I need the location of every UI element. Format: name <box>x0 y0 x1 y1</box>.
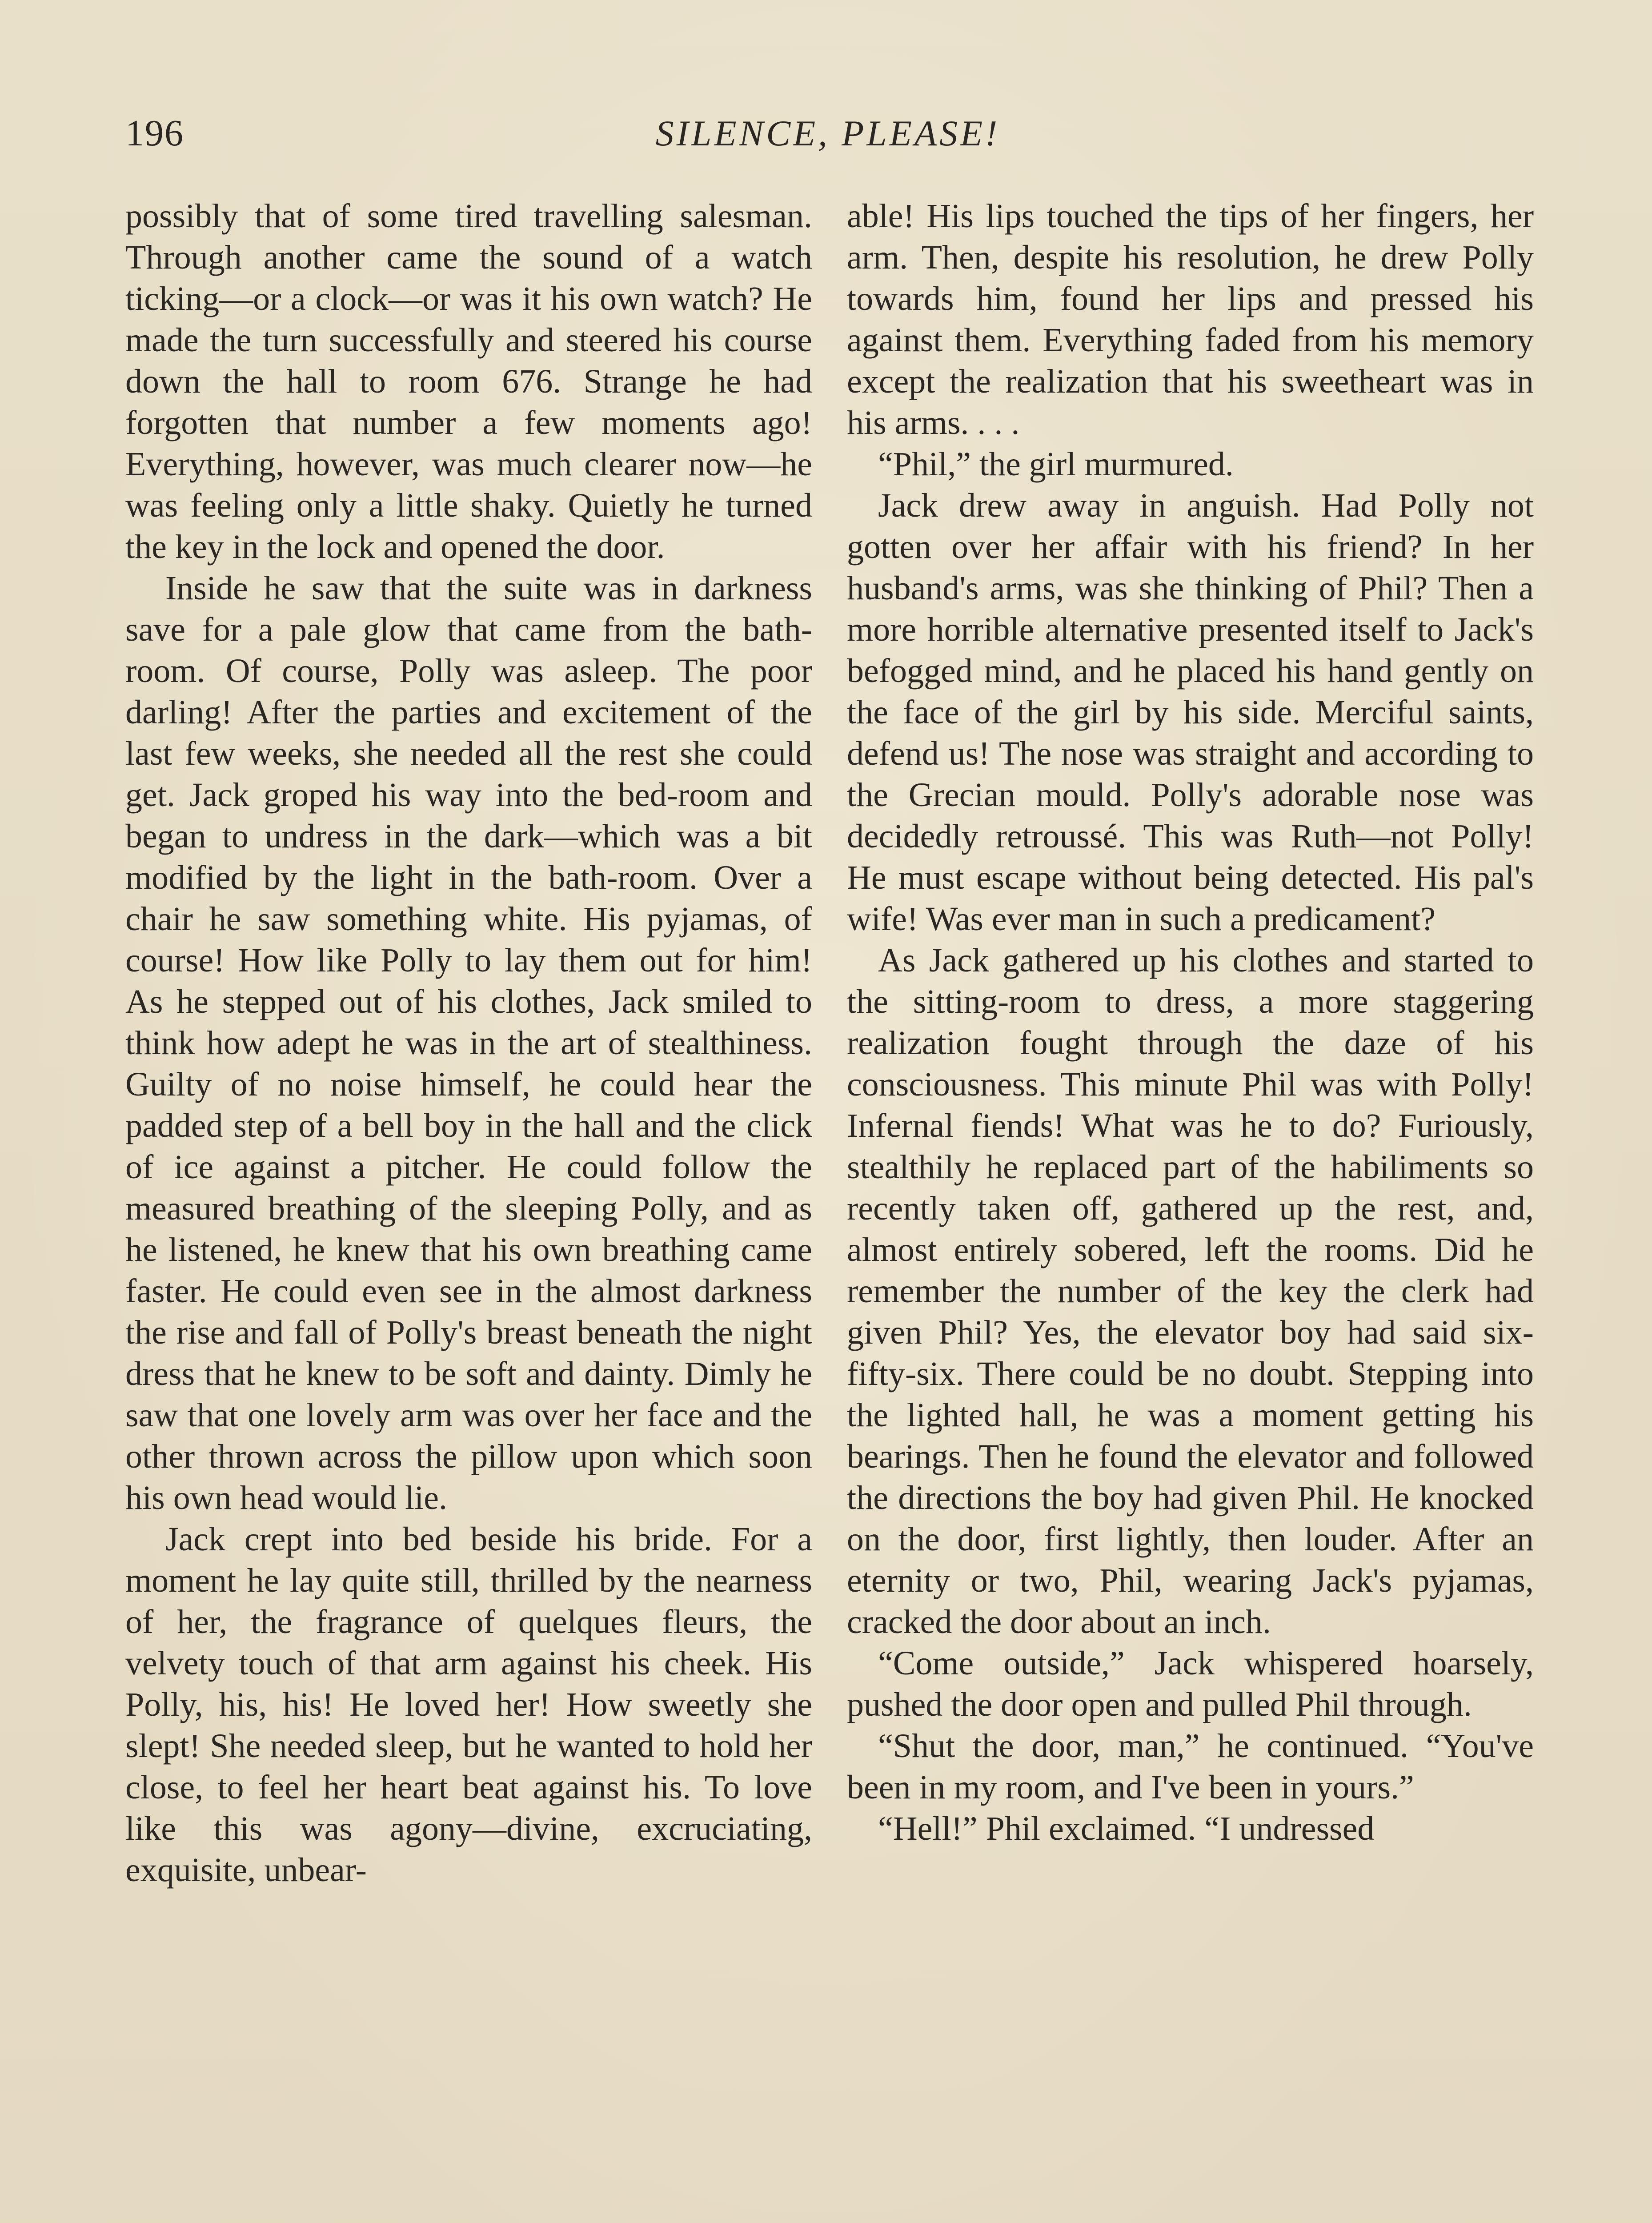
paragraph: “Phil,” the girl murmured. <box>878 445 1234 483</box>
paragraph: Inside he saw that the suite was in darkness save for a pale glow that came from the bath-room. Of course, Polly was asleep. The poor darling! After the parties and excitement of the last few weeks, she needed all the rest she could get. Jack groped his way into the bed-room and began to undress in the dark—which was a bit modified by the light in the bath-room. Over a chair he saw something white. His pyjamas, of course! How like Polly to lay them out for him! As he stepped out of his clothes, Jack smiled to think how adept he was in the art of stealthiness. Guilty of no noise himself, he could hear the padded step of a bell boy in the hall and the click of ice against a pitcher. He could follow the measured breathing of the sleeping Polly, and as he listened, he knew that his own breathing came faster. He could even see in the almost darkness the rise and fall of Polly's breast beneath the night dress that he knew to be soft and dainty. Dimly he saw that one lovely arm was over her face and the other thrown across the pillow upon which soon his own head would lie. <box>125 570 812 1517</box>
paragraph: “Shut the door, man,” he continued. “You've been in my room, and I've been in yours.” <box>847 1727 1534 1806</box>
paragraph: Jack crept into bed beside his bride. For a moment he lay quite still, thrilled by the nearness of her, the fragrance of quelques fleurs, the velvety touch of that arm against his cheek. His Polly, his, his! He loved her! How sweetly she slept! She needed sleep, but he wanted to hold her close, to feel her heart beat against his. To love like this was agony—divine, excruciating, exquisite, unbear- <box>125 1521 812 1889</box>
paragraph: able! His lips touched the tips of her fingers, her arm. Then, despite his resolution, he drew Polly towards him, found her lips and pressed his against them. Everything faded from his memory except the realization that his sweetheart was in his arms. . . . <box>847 197 1534 441</box>
paragraph: possibly that of some tired travelling salesman. Through another came the sound of a watch ticking—or a clock—or was it his own watch? He made the turn successfully and steered his course down the hall to room 676. Strange he had forgotten that number a few moments ago! Everything, however, was much clearer now—he was feeling only a little shaky. Quietly he turned the key in the lock and opened the door. <box>125 197 812 566</box>
paragraph: Jack drew away in anguish. Had Polly not gotten over her affair with his friend? In her husband's arms, was she thinking of Phil? Then a more horrible alternative presented itself to Jack's befogged mind, and he placed his hand gently on the face of the girl by his side. Merciful saints, defend us! The nose was straight and according to the Grecian mould. Polly's adorable nose was decidedly retroussé. This was Ruth—not Polly! He must escape without being detected. His pal's wife! Was ever man in such a predicament? <box>847 487 1534 938</box>
paragraph: “Come outside,” Jack whispered hoarsely, pushed the door open and pulled Phil through. <box>847 1645 1534 1723</box>
right-column <box>847 196 1534 1850</box>
page-header <box>125 109 1530 158</box>
paragraph: As Jack gathered up his clothes and started to the sitting-room to dress, a more staggering realization fought through the daze of his consciousness. This minute Phil was with Polly! Infernal fiends! What was he to do? Furiously, stealthily he replaced part of the habiliments so recently taken off, gathered up the rest, and, almost entirely sobered, left the rooms. Did he remember the number of the key the clerk had given Phil? Yes, the elevator boy had said six-fifty-six. There could be no doubt. Stepping into the lighted hall, he was a moment getting his bearings. Then he found the elevator and followed the directions the boy had given Phil. He knocked on the door, first lightly, then louder. After an eternity or two, Phil, wearing Jack's pyjamas, cracked the door about an inch. <box>847 942 1534 1641</box>
paragraph: “Hell!” Phil exclaimed. “I undressed <box>878 1810 1375 1847</box>
page-number: 196 <box>125 112 184 154</box>
running-title: SILENCE, PLEASE! <box>655 113 1000 153</box>
left-column <box>125 196 812 1891</box>
